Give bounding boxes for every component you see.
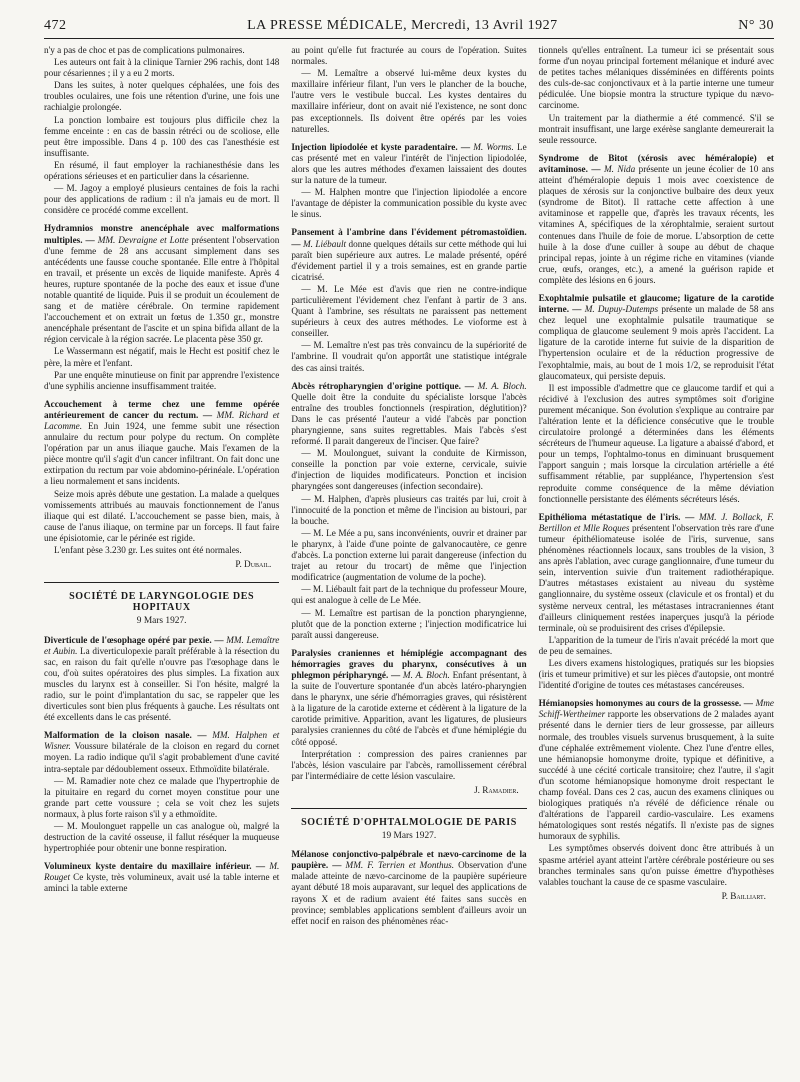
paragraph: n'y a pas de choc et pas de complications pulmonaires. [44, 45, 245, 55]
article-authors: MM. F. Terrien et Monthus. [345, 860, 455, 871]
article-title: Epithélioma métastatique de l'iris. — [538, 511, 699, 522]
article-hemianopsies [539, 698, 774, 842]
article-authors: M. Rouget [44, 861, 280, 883]
paragraph: Un traitement par la diathermie a été commencé. S'il se montrait insuffisant, une large exérèse sanglante demeurerait la seule ressource. [538, 112, 774, 145]
article-authors: MM. Richard et Lacomme. [44, 409, 280, 431]
article-authors: MM. J. Bollack, F. Bertillon et Mlle Roques [538, 511, 774, 533]
signature: P. Dubail. [235, 559, 272, 570]
paragraph: — M. Halphen, d'après plusieurs cas traités par lui, croit à l'innocuité de la ponction et même de l'incision au bistouri, par la bouche. [291, 493, 527, 526]
paragraph: Interprétation : compression des paires craniennes par l'abcès, lésion vasculaire par l'abcès, ramollissement cérébral par l'intermédiaire de cette lésion vasculaire. [291, 748, 527, 781]
article-injection-lipiodolee [291, 142, 526, 186]
article-cloison-nasale [44, 730, 279, 774]
paragraph: L'enfant pèse 3.230 gr. Les suites ont été normales. [54, 545, 242, 556]
article-accouchement [44, 399, 279, 488]
paragraph: — M. Halphen montre que l'injection lipiodolée a encore l'avantage de dépister la communication possible du kyste avec le sinus. [291, 187, 527, 220]
text-columns [44, 45, 774, 1073]
paragraph: — M. Moulonguet, suivant la conduite de Kirmisson, conseille la ponction par voie externe, cervicale, suivie d'injection de liquides modificateurs. Ponction et incision pharyngées sont dangereuses (infection secondaire). [291, 448, 527, 492]
article-authors: MM. Lemaître et Aubin. [44, 634, 280, 656]
journal-title: LA PRESSE MÉDICALE, Mercredi, 13 Avril 1927 [247, 18, 558, 33]
article-authors: MM. Devraigne et Lotte [97, 234, 189, 245]
article-title: Syndrome de Bitot (xérosis avec héméralopie) et avitaminose. — [538, 152, 774, 174]
article-title: Pansement à l'ambrine dans l'évidement pétromastoïdien. — [291, 227, 527, 249]
article-text: Enfant présentant, à la suite de l'ouverture spontanée d'un abcès latéro-pharyngien dans le pharynx, une série d'hémorragies graves, qui résistèrent à la ligature de la carotide externe et cédèrent à la ligature de la carotide primitive. Apparition, avant les ligatures, de plusieurs paralysies craniennes du côté de l'abcès et d'une hémiplégie du côté opposé. [291, 669, 527, 747]
paragraph: La ponction lombaire est toujours plus difficile chez la femme enceinte : en cas de bassin rétréci ou de scoliose, elle peut être impossible. Dans 4 p. 100 des cas l'anesthésie est insuffisante. [44, 114, 280, 158]
article-authors: M. Liébault [303, 238, 347, 249]
article-text: présente un malade de 58 ans chez lequel une exophtalmie pulsatile traumatique se compliqua de glaucome seulement 9 mois après l'accident. La ligature de la carotide interne fut suivie de la disparition de l'hypertension oculaire et de la réduction progressive de l'exophtalmie, mais, au bout de 1 mois 1/2, se reproduisit l'état glaucomateux, qui persiste depuis. [538, 304, 774, 381]
article-epithelioma [539, 512, 774, 634]
article-text: En Juin 1924, une femme subit une résection annulaire du rectum pour polype du rectum. On complète l'opération par un anus iliaque gauche. Mais l'examen de la pièce montre qu'il s'agit d'un cancer infiltrant. On fait donc une extirpation du rectum par voie abdomino-périnéale. L'opération a lieu normalement et sans incidents. [44, 421, 280, 487]
article-title: Volumineux kyste dentaire du maxillaire inférieur. — [44, 861, 270, 872]
article-authors: M. Nida [603, 163, 636, 174]
paragraph: Seize mois après débute une gestation. La malade a quelques vomissements attribués au mauvais fonctionnement de l'anus iliaque qui est dilaté. L'accouchement se passe bien, mais, à cause de l'anus iliaque, on termine par un forceps. Il faut faire une épisiotomie, car le périnée est rigide. [44, 488, 280, 543]
article-title: Paralysies craniennes et hémiplégie accompagnant des hémorragies graves du pharynx, consécutives à un phlegmon péripharyngé. — [291, 647, 527, 680]
article-text: rapporte les observations de 2 malades ayant présenté dans le dernier tiers de leur grossesse, par ailleurs normale, des troubles visuels survenus brusquement, à la suite d'une céphalée extrêmement violente. Chez l'une d'entre elles, une hémianopsie homonyme droite, typique et définitive, a succédé à une cécité corticale transitoire; chez l'autre, il s'agit d'un scotome hémianopsique homonyme droit respectant le champ fovéal. Dans ces 2 cas, aucun des examens cliniques ou biologiques pratiqués n'a révélé de déficience rénale ou d'altérations de l'appareil cardio-vasculaire. Les examens hématologiques sont restés négatifs. Il n'existe pas de signes humoraux de syphilis. [538, 709, 774, 842]
paragraph: — M. Jagoy a employé plusieurs centaines de fois la rachi pour des applications de radium : il n'a jamais eu de mort. Il considère ce procédé comme excellent. [44, 183, 280, 216]
article-text: Le cas présenté met en valeur l'intérêt de l'injection lipiodolée, alors que les autres méthodes d'examen laissaient des doutes sur la nature de la tumeur. [291, 141, 527, 186]
article-authors: M. Dupuy-Dutemps [584, 304, 659, 315]
issue-number: N° 30 [738, 18, 774, 33]
paragraph: Il est impossible d'admettre que ce glaucome tardif et qui a récidivé à l'exclusion des autres symptômes soit d'origine purement mécanique. Son évolution s'explique au contraire par l'altération lente et la déficience consécutive que le trouble circulatoire prolongé a déterminées dans les éléments sécréteurs de l'humeur aqueuse. La ligature a abaissé d'abord, et pour un temps, l'ophtalmo-tonus en diminuant brusquement l'apport sanguin ; mais lorsque la circulation artérielle a été suffisamment rétablie, par suppléance, l'hypertension s'est reproduite comme conséquence de la même déviation fonctionnelle persistante des éléments sécréteurs lésés. [538, 382, 774, 504]
article-syndrome-bitot [539, 153, 774, 286]
article-title: Hémianopsies homonymes au cours de la grossesse. — [538, 698, 756, 709]
article-authors: M. Worms. [473, 141, 514, 152]
paragraph: tionnels qu'elles entraînent. La tumeur ici se présentait sous forme d'un noyau principal fortement mélanique et induré avec de petites taches mélaniques disséminées en différents points des culs-de-sac conjonctivaux et à la partie interne une tumeur pédiculée. Une biopsie montra la structure typique du nævo-carcinome. [538, 45, 774, 111]
paragraph: — M. Le Mée a pu, sans inconvénients, ouvrir et drainer par le pharynx, à l'aide d'une pointe de galvanocautère, ce genre d'abcès. La ponction externe lui parait dangereuse (infection du trajet au retour du trocart) de même que l'injection modificatrice (augmentation de volume de la poche). [291, 527, 527, 583]
paragraph: — M. Lemaître n'est pas très convaincu de la supériorité de l'ambrine. Il voudrait qu'on apportât une statistique intégrale des cas ainsi traités. [291, 340, 527, 373]
article-text: présente un jeune écolier de 10 ans atteint d'héméralopie depuis 1 mois avec coexistence de plaques de xérosis sur la conjonctive bulbaire des deux yeux (syndrome de Bitot). Il rattache cette affection à une avitaminose et rappelle que, d'après les travaux récents, les vitamines A, spécifiques de la xérophtalmie, seraient surtout contenues dans l'huile de foie de morue. L'absorption de cette huile à la dose d'une cuiller à soupe au début de chaque principal repas, jointe à un régime riche en vitamines (viande crue, œufs, oranges, etc.), a amené la guérison rapide et complète des lésions en 6 jours. [538, 163, 774, 285]
signature: J. Ramadier. [474, 784, 519, 795]
paragraph: Les symptômes observés doivent donc être attribués à un spasme artériel ayant atteint l'artère cérébrale postérieure ou ses branches terminales sans qu'on puisse émettre d'hypothèses valables touchant la cause de ce spasme vasculaire. [538, 843, 774, 887]
article-title: Accouchement à terme chez une femme opérée antérieurement de cancer du rectum. — [44, 398, 280, 420]
article-title: Malformation de la cloison nasale. — [44, 730, 213, 741]
article-title: Mélanose conjonctivo-palpébrale et nævo-carcinome de la paupière. — [291, 849, 527, 871]
article-text: Ce kyste, très volumineux, avait usé la table interne et aminci la table externe [44, 872, 280, 894]
article-text: Observation d'une malade atteinte de nævo-carcinome de la paupière supérieure ayant débuté 18 mois auparavant, sur lequel des applications de rayons X et de radium avaient été faites sans succès en province; semblables applications semblent d'ailleurs avoir un effet nocif en raison des phénomènes réac- [291, 860, 527, 926]
society-date: 19 Mars 1927. [381, 831, 437, 842]
article-title: Injection lipiodolée et kyste paradentaire. — [291, 141, 474, 152]
article-kyste-dentaire [44, 861, 279, 894]
paragraph: — M. Lemaître est partisan de la ponction pharyngienne, plutôt que de la ponction externe ; l'injection modificatrice lui paraît aussi dangereuse. [291, 607, 527, 640]
article-text: Voussure bilatérale de la cloison en regard du cornet moyen. La radio indique qu'il s'agit probablement d'une cavité intra-septale par dédoublement osseux. Ethmoïdite bilatérale. [44, 741, 280, 774]
column-3 [539, 45, 774, 1073]
paragraph: Les divers examens histologiques, pratiqués sur les biopsies (iris et tumeur primitive) et sur les pièces d'autopsie, ont montré l'identité d'origine de toutes ces métastases cancéreuses. [538, 657, 774, 691]
article-text: Quelle doit être la conduite du spécialiste lorsque l'abcès entraîne des troubles fonctionnels (respiration, déglutition)? Dans le cas présenté l'auteur a vidé l'abcès par ponction pharyngienne, sans suites regrettables. Mais l'abcès s'est reformé. Il parait dangereux de l'inciser. Que faire? [291, 391, 527, 447]
paragraph: — M. Moulonguet rappelle un cas analogue où, malgré la destruction de la cavité osseuse, il fallut réséquer la muqueuse hypertrophiée pour obtenir une bonne respiration. [44, 821, 280, 854]
society-heading: SOCIÉTÉ DE LARYNGOLOGIE DES HOPITAUX [44, 582, 279, 613]
article-authors: Mme Schiff-Wertheimer [538, 698, 774, 720]
paragraph: Le Wassermann est négatif, mais le Hecht est positif chez le père, la mère et l'enfant. [44, 346, 280, 368]
article-melanose [291, 849, 526, 927]
article-paralysies [291, 648, 526, 748]
article-diverticule [44, 635, 279, 724]
society-date: 9 Mars 1927. [136, 616, 187, 627]
society-heading: SOCIÉTÉ D'OPHTALMOLOGIE DE PARIS [291, 808, 526, 828]
article-authors: M. A. Bloch. [477, 380, 527, 391]
page-header [44, 18, 774, 39]
paragraph: — M. Ramadier note chez ce malade que l'hypertrophie de la pituitaire en regard du cornet moyen constitue pour une grande part cette voussure ; cela se voit chez les sujets normaux, à plus forte raison s'il y a ethmoïdite. [44, 775, 280, 819]
paragraph: En résumé, il faut employer la rachianesthésie dans les opérations sérieuses et en particulier dans la césarienne. [44, 159, 280, 182]
paragraph: L'apparition de la tumeur de l'iris n'avait précédé la mort que de peu de semaines. [538, 634, 774, 656]
article-exophtalmie [539, 293, 774, 382]
signature: P. Bailliart. [721, 890, 766, 901]
paragraph: — M. Le Mée est d'avis que rien ne contre-indique particulièrement l'évidement chez l'enfant à partir de 3 ans. Quant à l'ambrine, ses résultats ne paraissent pas nettement supérieurs à ceux des autres méthodes. Le vioforme est à conseiller. [291, 283, 527, 339]
article-abces-retropharyngien [291, 381, 526, 448]
page-number: 472 [44, 18, 67, 33]
article-title: Diverticule de l'œsophage opéré par pexie. — [44, 634, 227, 645]
paragraph: Dans les suites, à noter quelques céphalées, une fois des troubles oculaires, une fois une rétention d'urine, une fois une rachialgie prolongée. [44, 80, 280, 113]
article-text: présentent l'observation très rare d'une tumeur épithéliomateuse isolée de l'iris, survenue, sans phénomènes réactionnels locaux, sans troubles de la vision, 3 ans après l'ablation, avec curage ganglionnaire, d'une tumeur du sein, intervention suivie d'un traitement radiothérapique. D'autres métastases existaient au niveau du système ganglionnaire, du système osseux (clavicule et os frontal) et du système nerveux central, les métastases intracraniennes étant d'ailleurs cliniquement restées inaperçues jusqu'à la période terminale, où se produisirent des crises d'épilepsie. [538, 522, 774, 633]
paragraph: — M. Liébault fait part de la technique du professeur Moure, qui est analogue à celle de Le Mée. [291, 584, 527, 606]
paragraph: Les auteurs ont fait à la clinique Tarnier 296 rachis, dont 148 pour césariennes ; il y a eu 2 morts. [44, 57, 280, 79]
article-title: Hydramnios monstre anencéphale avec malformations multiples. — [44, 223, 280, 245]
article-hydramnios [44, 223, 279, 345]
paragraph: Par une enquête minutieuse on finit par apprendre l'existence d'une syphilis ancienne insuffisamment traitée. [44, 369, 280, 391]
article-title: Abcès rétropharyngien d'origine pottique. — [291, 380, 478, 391]
article-ambrine [291, 227, 526, 282]
paragraph: au point qu'elle fut fracturée au cours de l'opération. Suites normales. [291, 45, 527, 67]
article-text: présentent l'observation d'une femme de 28 ans accusant simplement dans ses antécédents une fausse couche spontanée. Elle entre à l'hôpital en travail, et présente un excès de liquide manifeste. Après 4 heures, rupture spontanée de la poche des eaux et issue d'une notable quantité de liquide. Puis il se produit un écoulement de sang et de matière cérébrale. On termine rapidement l'accouchement et on extrait un fœtus de 1.350 gr., monstre anencéphale présentant de l'ascite et un spina bifida allant de la région cervicale à la région sacrée. Le placenta pèse 350 gr. [44, 234, 280, 345]
column-1 [44, 45, 279, 1073]
paragraph: — M. Lemaître a observé lui-même deux kystes du maxillaire inférieur filant, l'un vers le plancher de la bouche, l'autre vers le vestibule buccal. Les kystes dentaires du maxillaire inférieur, dont on avait nié l'existence, ne sont donc pas exceptionnels. Ils doivent être opérés par les voies naturelles. [291, 68, 527, 134]
article-authors: MM. Halphen et Wisner. [44, 730, 280, 752]
article-text: donne quelques détails sur cette méthode qui lui paraît bien supérieure aux autres. Le malade présenté, opéré d'évidement partiel il y a trois semaines, est en grande partie cicatrisé. [291, 238, 527, 282]
column-2 [291, 45, 526, 1073]
article-authors: M. A. Bloch. [402, 669, 450, 680]
article-title: Exophtalmie pulsatile et glaucome; ligature de la carotide interne. — [538, 292, 774, 315]
article-text: La diverticulopexie paraît préférable à la résection du sac, en raison du fait qu'elle n'ouvre pas l'œsophage dans le cou, d'où suites opératoires des plus simples. La fixation aux muscles du larynx est à conseiller. Si l'on hésite, malgré la radio, sur le point d'implantation du sac, se rappeler que les diverticules sont bien plus fréquents à gauche. Les résultats ont été excellents dans le cas présenté. [44, 645, 280, 723]
